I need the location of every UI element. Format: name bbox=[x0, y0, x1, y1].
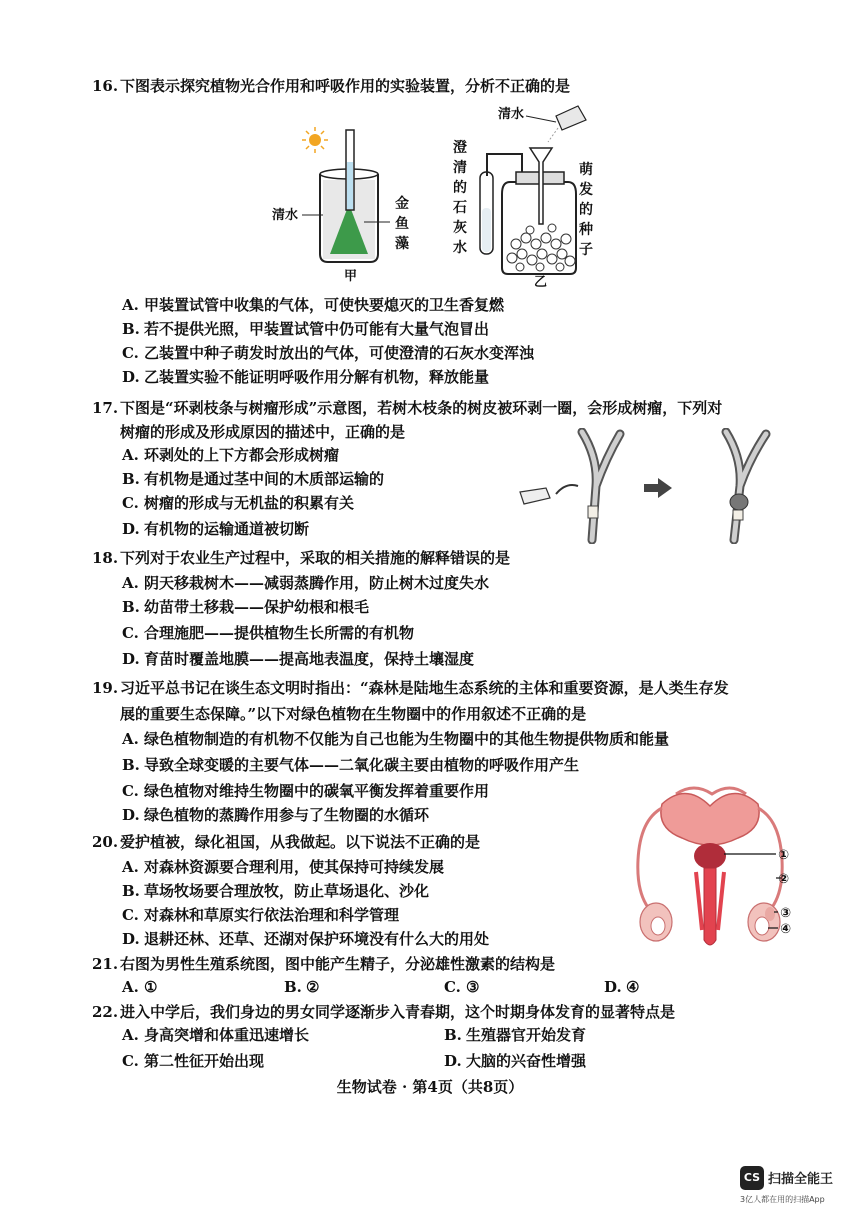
seeds-label: 萌发的种子 bbox=[579, 162, 593, 258]
q18-option-d[interactable]: D. 育苗时覆盖地膜——提高地表温度，保持土壤湿度 bbox=[122, 650, 475, 668]
q21-option-d[interactable]: D. ④ bbox=[604, 978, 640, 996]
q18-option-c[interactable]: C. 合理施肥——提供植物生长所需的有机物 bbox=[122, 624, 415, 642]
scanner-watermark bbox=[740, 1166, 844, 1208]
q22-option-d[interactable]: D. 大脑的兴奋性增强 bbox=[444, 1052, 587, 1070]
testis-left bbox=[651, 917, 665, 935]
epididymis-right bbox=[765, 907, 775, 921]
question-number: 16. bbox=[92, 77, 119, 95]
question-stem-line1: 下图是“环剥枝条与树瘤形成”示意图，若树木枝条的树皮被环剥一圈，会形成树瘤，下列对 bbox=[120, 399, 723, 417]
q20-option-a[interactable]: A. 对森林资源要合理利用，使其保持可持续发展 bbox=[122, 858, 445, 876]
scanner-tagline: 3亿人都在用的扫描App bbox=[740, 1195, 825, 1204]
goldfish-weed-label: 金鱼藻 bbox=[395, 196, 409, 252]
question-stem: 爱护植被，绿化祖国，从我做起。以下说法不正确的是 bbox=[120, 833, 481, 851]
q22-option-c[interactable]: C. 第二性征开始出现 bbox=[122, 1052, 265, 1070]
question-stem-line1: 习近平总书记在谈生态文明时指出：“森林是陆地生态系统的主体和重要资源，是人类生存发 bbox=[120, 679, 729, 697]
bladder bbox=[661, 793, 759, 845]
q19-option-b[interactable]: B. 导致全球变暖的主要气体——二氧化碳主要由植物的呼吸作用产生 bbox=[122, 756, 580, 774]
question-stem: 下列对于农业生产过程中，采取的相关措施的解释错误的是 bbox=[120, 549, 511, 567]
branch-after bbox=[726, 432, 766, 540]
q19-option-c[interactable]: C. 绿色植物对维持生物圈中的碳氧平衡发挥着重要作用 bbox=[122, 782, 490, 800]
q17-option-a[interactable]: A. 环剥处的上下方都会形成树瘤 bbox=[122, 446, 340, 464]
arrow-right-icon bbox=[644, 478, 672, 498]
q17-option-d[interactable]: D. 有机物的运输通道被切断 bbox=[122, 520, 310, 538]
question-number: 21. bbox=[92, 955, 119, 973]
limewater-label: 澄清的石灰水 bbox=[453, 140, 467, 256]
q19-option-a[interactable]: A. 绿色植物制造的有机物不仅能为自己也能为生物圈中的其他生物提供物质和能量 bbox=[122, 730, 670, 748]
question-number: 18. bbox=[92, 549, 119, 567]
question-stem: 下图表示探究植物光合作用和呼吸作用的实验装置，分析不正确的是 bbox=[120, 77, 571, 95]
q20-option-b[interactable]: B. 草场牧场要合理放牧，防止草场退化、沙化 bbox=[122, 882, 430, 900]
water-label: 清水 bbox=[272, 208, 299, 223]
question-number: 19. bbox=[92, 679, 119, 697]
yi-label: 乙 bbox=[534, 275, 548, 290]
q16-option-b[interactable]: B. 若不提供光照，甲装置试管中仍可能有大量气泡冒出 bbox=[122, 320, 490, 338]
question-stem-line2: 展的重要生态保障。”以下对绿色植物在生物圈中的作用叙述不正确的是 bbox=[120, 705, 587, 723]
branch-before bbox=[582, 432, 620, 540]
vas-deferens-left bbox=[638, 808, 662, 916]
question-number: 20. bbox=[92, 833, 119, 851]
question-stem-line2: 树瘤的形成及形成原因的描述中，正确的是 bbox=[120, 423, 406, 441]
q16-option-c[interactable]: C. 乙装置中种子萌发时放出的气体，可使澄清的石灰水变浑浊 bbox=[122, 344, 535, 362]
testis-right bbox=[755, 917, 769, 935]
prostate bbox=[694, 843, 726, 869]
branch-ringing-figure bbox=[512, 428, 808, 544]
sun-icon bbox=[302, 127, 328, 153]
question-stem: 进入中学后，我们身边的男女同学逐渐步入青春期，这个时期身体发育的显著特点是 bbox=[120, 1003, 676, 1021]
q21-option-c[interactable]: C. ③ bbox=[444, 978, 480, 996]
label-1: ① bbox=[778, 848, 790, 863]
question-number: 17. bbox=[92, 399, 119, 417]
label-3: ③ bbox=[780, 906, 792, 921]
q21-option-b[interactable]: B. ② bbox=[284, 978, 320, 996]
page-footer: 生物试卷 · 第4页（共8页） bbox=[336, 1078, 524, 1096]
q16-option-a[interactable]: A. 甲装置试管中收集的气体，可使快要熄灭的卫生香复燃 bbox=[122, 296, 505, 314]
q22-option-a[interactable]: A. 身高突增和体重迅速增长 bbox=[122, 1026, 310, 1044]
q17-option-c[interactable]: C. 树瘤的形成与无机盐的积累有关 bbox=[122, 494, 355, 512]
q21-option-a[interactable]: A. ① bbox=[122, 978, 158, 996]
scanner-logo-icon: CS bbox=[740, 1166, 764, 1190]
q20-option-d[interactable]: D. 退耕还林、还草、还湖对保护环境没有什么大的用处 bbox=[122, 930, 490, 948]
q22-option-b[interactable]: B. 生殖器官开始发育 bbox=[444, 1026, 587, 1044]
q19-option-d[interactable]: D. 绿色植物的蒸腾作用参与了生物圈的水循环 bbox=[122, 806, 430, 824]
scanner-name: 扫描全能王 bbox=[768, 1172, 834, 1187]
q20-option-c[interactable]: C. 对森林和草原实行依法治理和科学管理 bbox=[122, 906, 400, 924]
question-stem: 右图为男性生殖系统图，图中能产生精子，分泌雄性激素的结构是 bbox=[120, 955, 556, 973]
label-2: ② bbox=[778, 872, 790, 887]
q18-option-a[interactable]: A. 阴天移栽树木——减弱蒸腾作用，防止树木过度失水 bbox=[122, 574, 490, 592]
male-reproductive-figure bbox=[626, 780, 802, 952]
q17-option-b[interactable]: B. 有机物是通过茎中间的木质部运输的 bbox=[122, 470, 385, 488]
jia-label: 甲 bbox=[344, 269, 358, 284]
q18-option-b[interactable]: B. 幼苗带土移栽——保护幼根和根毛 bbox=[122, 598, 370, 616]
water-top-label: 清水 bbox=[498, 107, 525, 122]
peeled-bark-piece bbox=[520, 485, 578, 504]
question-number: 22. bbox=[92, 1003, 119, 1021]
label-4: ④ bbox=[780, 922, 792, 937]
q16-option-d[interactable]: D. 乙装置实验不能证明呼吸作用分解有机物，释放能量 bbox=[122, 368, 490, 386]
penis bbox=[704, 868, 716, 945]
